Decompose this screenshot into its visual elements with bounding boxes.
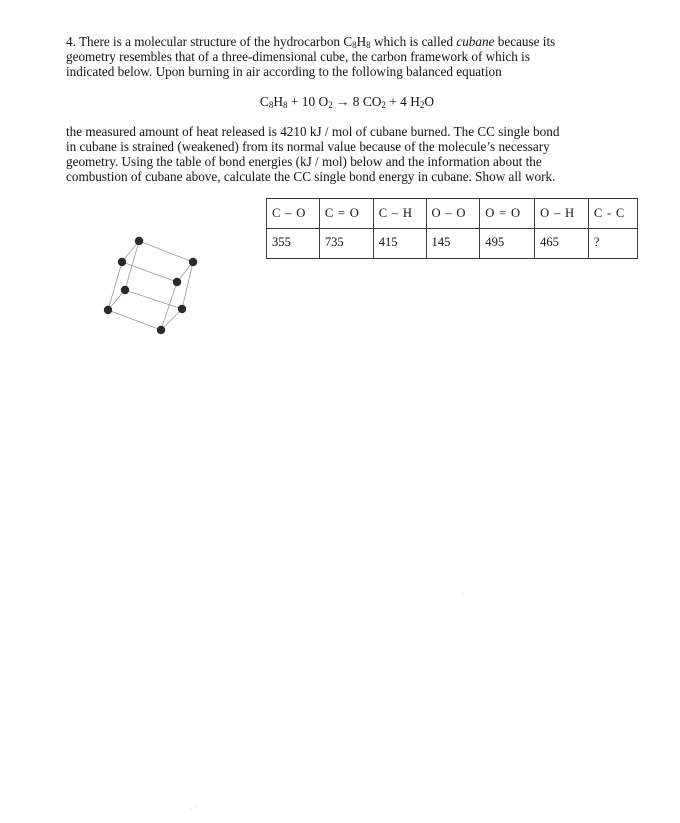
bond-value: 465 [535, 229, 589, 259]
carbon-atom [135, 237, 143, 245]
problem-body [66, 124, 628, 184]
equation-text: $C_8H_8 + 10$ $O_2 \to 8$ $CO_2 + 4$ $H_2O$ [259, 94, 435, 110]
carbon-atom [157, 326, 165, 334]
body-line: the measured amount of heat released is 4210 kJ / mol of cubane burned. The CC single bond [66, 124, 560, 139]
bond-header: C – O [267, 199, 320, 229]
scan-speck: · [462, 590, 465, 599]
subscript: 8 [352, 40, 357, 50]
bond-header: O – O [426, 199, 480, 229]
bond-header: O = O [480, 199, 535, 229]
carbon-carbon-bond [108, 310, 161, 330]
bond-header: C – H [373, 199, 426, 229]
intro-line: 4. There is a molecular structure of the hydrocarbon $C_8H_8$ which is called cubane because its [66, 34, 556, 50]
subscript: 2 [419, 100, 425, 110]
carbon-carbon-bond [161, 282, 177, 330]
body-line: in cubane is strained (weakened) from its normal value because of the molecule’s necessary [66, 139, 550, 154]
subscript: 2 [328, 100, 333, 110]
carbon-atom [121, 286, 129, 294]
bond-value: ? [588, 229, 637, 259]
problem-intro [66, 34, 626, 79]
subscript: 8 [268, 100, 274, 110]
carbon-atom [173, 278, 181, 286]
carbon-carbon-bond [139, 241, 193, 262]
bond-value: 735 [319, 229, 373, 259]
bond-header: C - C [588, 199, 637, 229]
intro-line: geometry resembles that of a three-dimensional cube, the carbon framework of which is [66, 49, 530, 64]
cubane-carbon-framework-figure [98, 230, 208, 340]
emphasis: cubane [456, 34, 495, 49]
carbon-atom [118, 258, 126, 266]
bond-value: 415 [373, 229, 426, 259]
body-line: combustion of cubane above, calculate the CC single bond energy in cubane. Show all work. [66, 169, 556, 184]
carbon-atom [189, 258, 197, 266]
subscript: 2 [381, 100, 386, 110]
bond-value: 145 [426, 229, 480, 259]
bond-header-row [267, 199, 638, 229]
bond-value: 495 [480, 229, 535, 259]
carbon-carbon-bond [125, 241, 139, 290]
cube-atoms [104, 237, 197, 334]
combustion-equation [0, 94, 680, 110]
intro-line: indicated below. Upon burning in air according to the following balanced equation [66, 64, 502, 79]
subscript: 8 [366, 40, 371, 50]
body-line: geometry. Using the table of bond energies (kJ / mol) below and the information about the [66, 154, 542, 169]
carbon-atom [178, 305, 186, 313]
carbon-carbon-bond [108, 262, 122, 310]
bond-value-row [267, 229, 638, 259]
scan-speck: · ˊ [190, 805, 198, 814]
cube-bonds [108, 241, 193, 330]
bond-energy-table [266, 198, 638, 259]
bond-value: 355 [267, 229, 320, 259]
bond-header: C = O [319, 199, 373, 229]
subscript: 8 [283, 100, 288, 110]
carbon-atom [104, 306, 112, 314]
bond-header: O – H [535, 199, 589, 229]
